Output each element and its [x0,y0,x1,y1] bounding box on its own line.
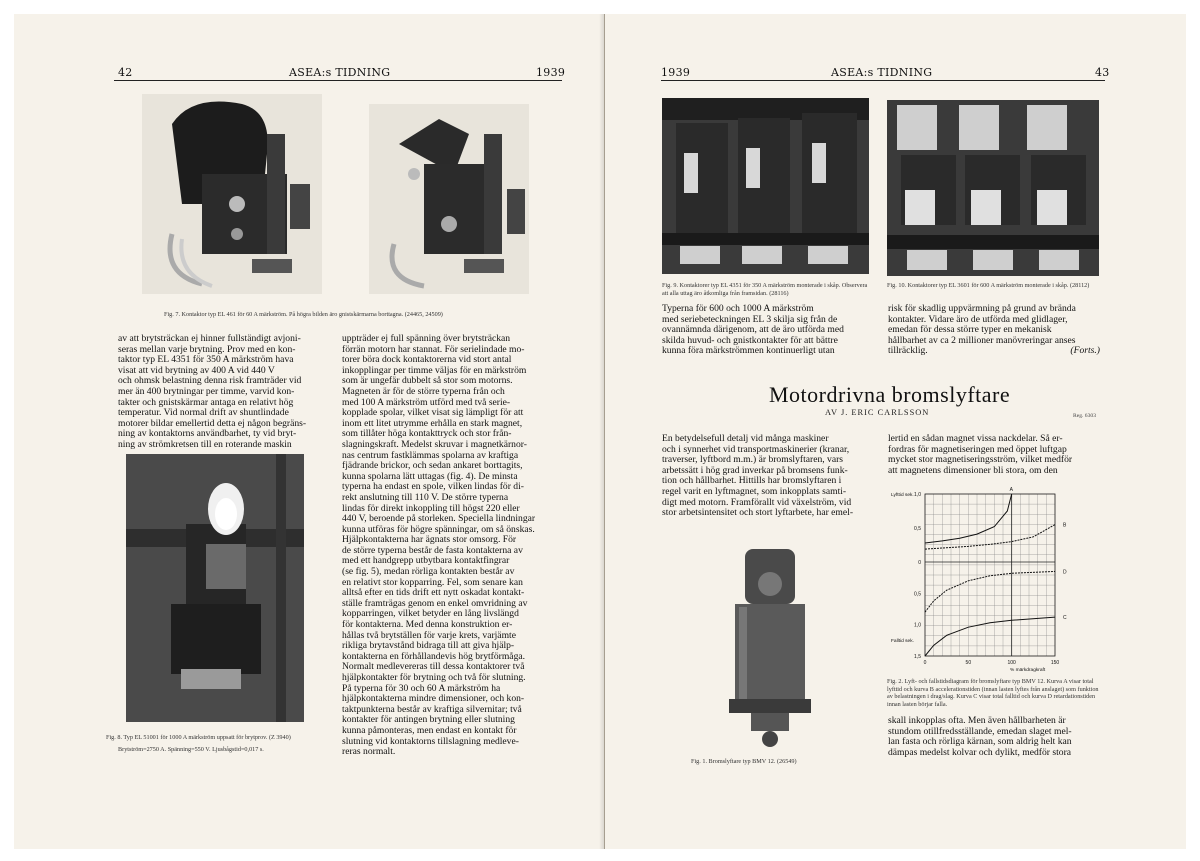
y-tick-label: 1,5 [914,654,921,660]
text-line: med ett handgrepp utbytbara kontaktfingrar [342,555,510,567]
fig2-caption: Fig. 2. Lyft- och fallstidsdiagram för bromslyftare typ BMV 12. Kurva A visar total lyfttid och kurva B accelerationstiden (innan lasten lyftes från anslaget) som funktion av belastningen i drag/slag. Kurva C visar total falltid och kurva D retardationstiden innan lasten börjar falla. [887,678,1099,708]
text-line: risk för skadlig uppvärmning på grund av brända [888,303,1076,314]
text-line: regel varit en lyftmagnet, som inkopplats samti- [662,485,847,497]
text-line: lan fasta och rörliga kärnan, som aldrig helt kan [888,736,1072,748]
text-line: kopplade spolar, vilket visat sig lämpligt för att [342,407,524,419]
x-tick-label: 50 [965,660,972,666]
text-line: dämpas medelst kolvar och dylikt, medför stora [888,746,1072,758]
text-line-with-forts [888,346,1100,357]
text-line: hjälpkontakterna mindre dimensioner, och kon- [342,693,525,705]
text-line: inom ett litet utrymme erhålla en stark magnet, [342,417,523,429]
fig8-caption-line1: Fig. 8. Typ EL 51001 för 1000 A märkström uppsatt för brytprov. (Z 3940) [106,734,291,741]
y-axis-label-bottom: Falltid sek. [891,639,914,644]
fig7-photo-left [142,94,322,294]
text-line: lindas för direkt inkoppling till högst 220 eller [342,502,520,514]
fig1-photo [715,529,825,754]
article-byline: AV J. ERIC CARLSSON [825,408,930,417]
text-line: som tillåter höga kontakttryck och stor från- [342,428,512,440]
text-line: kunna påmonteras, men endast en kontakt för [342,724,517,736]
fig7-photo-right [369,104,529,294]
text-line: som är ungefär dubbelt så stor som motorns. [342,375,513,387]
journal-name: ASEA:s TIDNING [831,66,933,79]
text-line: ställe framträgas genom en enkel omvridning av [342,597,528,609]
text-line: taktpunkterna består av kraftiga silvernitar; två [342,703,522,715]
left-page [14,14,605,849]
curve-D [925,571,1055,612]
continued-label: (Forts.) [1070,345,1100,357]
text-line: arbetssätt i hög grad inverkar på bromsens funk- [662,464,848,476]
magazine-spread [14,14,1186,849]
top-text-column-2 [888,304,1100,357]
fig10-photo [887,100,1099,276]
text-line: kunna spolarna lätt uttagas (fig. 4). De minsta [342,470,518,482]
text-line: slutning vid kontaktorns tillslagning medleve- [342,735,519,747]
text-line: digt med motorn. Framförallt vid växelström, vid [662,496,852,508]
bottom-text-column-2 [888,716,1100,758]
text-line: Magneten är för de större typerna från och [342,385,505,397]
text-line: torer böra dock kontaktorerna vid stort antal [342,354,512,366]
text-line: fordras för magnetiseringen med öppet luftgap [888,443,1067,455]
text-line: att magnetens dimensioner bli stora, om den [888,464,1058,476]
text-line: uppträder ej full spänning över brytsträckan [342,333,511,344]
text-line: Typerna för 600 och 1000 A märkström [662,303,814,314]
text-line: kopparringen, vilket betyder en lång livslängd [342,608,519,620]
text-line: stundom otillfredsställande, emedan slaget mel- [888,725,1072,737]
series-label-A: A [1009,487,1014,493]
text-line: alltså efter en tids drift ett nytt oskadat kontakt- [342,587,525,599]
text-line: kontakter. Vidare äro de utförda med glidlager, [888,313,1068,325]
text-line: Normalt medlevereras till dessa kontaktorer två [342,661,525,673]
y-tick-label: 0,5 [914,591,921,598]
chart-labels [891,487,1067,673]
header-rule [114,80,562,81]
text-line: och i synnerhet vid transportmaskinerier (kranar, [662,443,850,455]
text-line: tion och hållbarhet. Hittills har bromslyftaren i [662,475,842,487]
text-line: skall inkopplas ofta. Men även hållbarheten är [888,715,1066,726]
series-label-B: B [1063,522,1067,529]
text-line: med 100 A märkström utförd med två serie- [342,396,511,408]
journal-name: ASEA:s TIDNING [289,66,391,79]
y-tick-label: 0 [918,560,921,566]
text-line: reras normalt. [342,746,396,758]
x-axis-label: % märkdragkraft [1010,668,1046,673]
text-line: av att brytsträckan ej hinner fullständigt avjoni- [118,333,301,344]
text-line: kunna föra märkströmmen kontinuerligt utan [662,345,835,357]
right-page [605,14,1186,849]
text-line: taktor typ EL 4351 för 350 A märkström hava [118,354,294,366]
text-line: kontakterna en förhållandevis hög brytförmåga. [342,650,526,662]
text-line: fjädrande brickor, och sedan ankaret borttagits, [342,460,523,472]
text-column-1 [118,334,338,451]
text-line: emedan för dessa större typer en mekanisk [888,324,1052,336]
text-line: förrän motorn har stannat. För serielindade mo- [342,343,525,355]
fig8-caption-line2: Brytström=2750 A. Spänning=550 V. Ljusbågstid=0,017 s. [118,746,264,753]
y-axis-label-top: Lyfttid sek. [891,493,914,498]
page-number: 42 [118,66,133,79]
text-line: hjälpkontakter för brytning och två för slutning. [342,672,526,683]
text-line: ning av strömkretsen till en roterande maskin [118,438,292,450]
header-rule [661,80,1105,81]
text-line: 440 V, beroende på storleken. Speciella lindningar [342,513,536,525]
text-line: lertid en sådan magnet vissa nackdelar. Så er- [888,433,1063,444]
text-line: kunna utföras för högre spänningar, om så önskas. [342,523,535,535]
text-line: typerna ha endast en spole, vilken lindas för di- [342,481,524,493]
article-title: Motordrivna bromslyftare [769,382,1011,407]
text-line: för kontakterna. Med denna konstruktion er- [342,619,513,631]
x-tick-label: 150 [1050,660,1060,666]
fig8-photo [126,454,304,722]
year: 1939 [661,66,691,79]
fig10-caption: Fig. 10. Kontaktorer typ EL 3601 för 600 A märkström monterade i skåp. (28112) [887,282,1090,289]
text-line: skilda huvud- och gnistkontakter för att bättre [662,334,838,346]
article-column-2 [888,434,1100,476]
y-tick-label: 1,0 [914,622,921,629]
text-line: och ohmsk belastning denna risk framträder vid [118,375,302,387]
text-line: (se fig. 5), medan rörliga kontakten består av [342,566,515,578]
text-line: En betydelsefull detalj vid många maskiner [662,433,829,444]
text-line: mer än 400 brytningar per timme, varvid kon- [118,385,295,397]
text-line: motorer bildar emellertid detta ej någon begräns- [118,417,307,429]
curve-C [925,617,1055,656]
text-line: med seriebeteckningen EL 3 skilja sig från de [662,313,838,325]
text-line: traverser, lyftbord m.m.) är bromslyftaren, vars [662,454,844,466]
chart-grid [925,494,1055,656]
text-line: mycket stor magnetiseringsström, vilket medför [888,454,1073,466]
year: 1939 [536,66,566,79]
series-label-D: D [1063,569,1067,576]
fig2-chart [887,476,1083,676]
text-line: slagningskraft. Medelst skruvar i magnetkärnor- [342,438,527,450]
text-line: nas centrum fastklämmas spolarna av kraftiga [342,449,519,461]
fig9-caption: Fig. 9. Kontaktorer typ EL 4351 för 350 A märkström monterade i skåp. Observera att alla uttag äro åtkomliga från framsidan. (28116) [662,282,868,297]
article-column-1 [662,434,877,519]
text-line: rekt anslutning till 110 V. De större typerna [342,491,509,503]
y-tick-label: 1,0 [914,492,921,498]
text-line: de större typerna består de fasta kontakterna av [342,544,523,556]
text-line: rikliga brytavstånd bidraga till att giva hjälp- [342,640,515,652]
text-line: en relativt stor kopparring. Fel, som senare kan [342,576,523,588]
text-line: stor arbetsintensitet och stort lyftarbete, har emel- [662,507,854,519]
fig7-caption: Fig. 7. Kontaktor typ EL 461 för 60 A märkström. På högra bilden äro gnistskärmarna borttagna. (24465, 24509) [164,311,443,318]
y-tick-label: 0,5 [914,526,921,532]
x-tick-label: 0 [923,660,927,666]
text-column-2 [342,334,564,758]
text-line: takter och gnistskärmar antaga en relativt hög [118,396,294,408]
text-line: tillräcklig. [888,345,928,357]
fig1-caption: Fig. 1. Bromslyftare typ BMV 12. (26549) [691,758,797,765]
text-line: seras mellan varje brytning. Prov med en kon- [118,343,296,355]
series-label-C: C [1063,615,1067,622]
fig9-photo [662,98,869,274]
text-line: hållbarhet av ca 2 millioner manövreringar anses [888,334,1076,346]
text-line: Hjälpkontakterna har ägnats stor omsorg. För [342,534,517,546]
registration-number: Reg. 6303 [1073,413,1096,419]
text-line: ovannämnda därigenom, att de äro utförda med [662,324,844,336]
text-line: kontakter för antingen brytning eller slutning [342,714,515,726]
x-tick-label: 100 [1007,660,1016,666]
page-number: 43 [1095,66,1110,79]
text-line: hållas två brytställen för varje krets, varjämte [342,629,516,641]
top-text-column-1 [662,304,877,357]
text-line: visat att vid brytning av 400 A vid 440 V [118,364,275,376]
text-line: ning av kontaktorns användbarhet, ty vid bryt- [118,428,297,440]
text-line: På typerna för 30 och 60 A märkström ha [342,682,501,694]
text-line: inkopplingar per timme väljas för en märkström [342,364,527,376]
text-line: temperatur. Vid normal drift av shuntlindade [118,407,289,419]
